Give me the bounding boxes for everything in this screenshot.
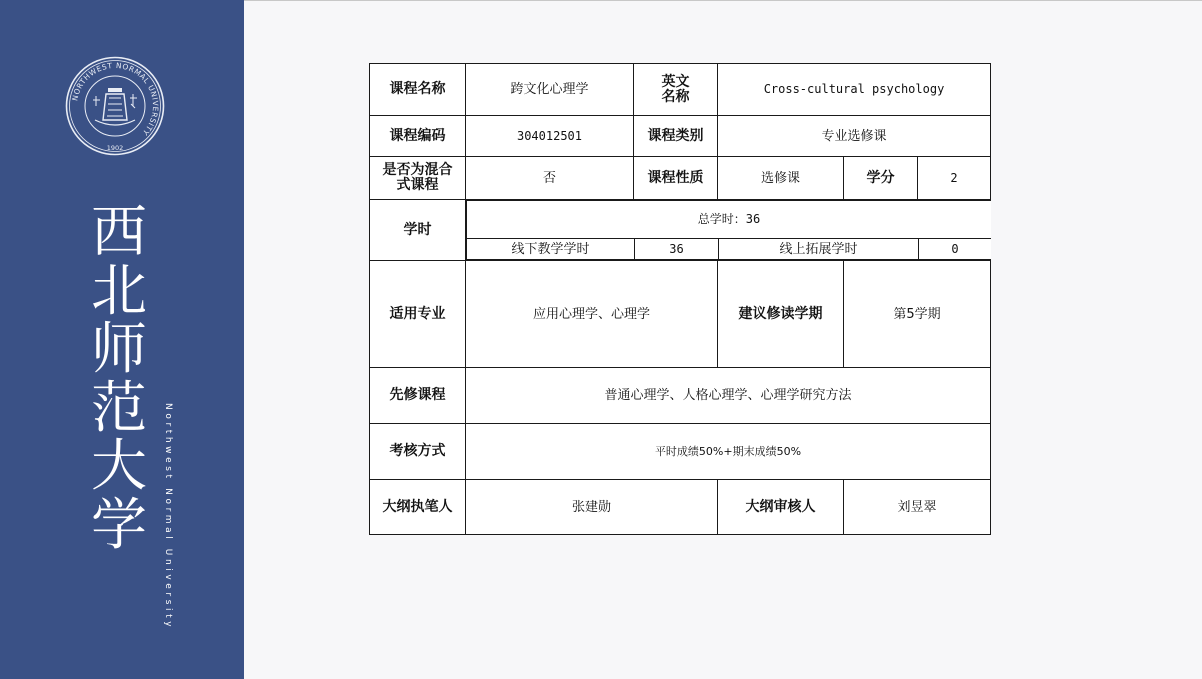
assessment-label: 考核方式: [370, 424, 466, 480]
course-name-value: 跨文化心理学: [466, 64, 634, 116]
offline-hours-value: 36: [635, 239, 719, 260]
table-row: [370, 157, 991, 200]
title-char: 学: [91, 492, 147, 558]
nature-value: 选修课: [718, 157, 844, 200]
title-char: 范: [91, 375, 147, 441]
seal-ring-text: NORTHWEST NORMAL UNIVERSITY: [70, 60, 161, 138]
seal-year: 1902: [106, 144, 124, 152]
table-row: [370, 64, 991, 116]
course-code-label: 课程编码: [370, 116, 466, 157]
university-english-name: Northwest Normal University: [163, 403, 173, 631]
sidebar: [0, 0, 244, 679]
english-name-label: [634, 64, 718, 116]
reviewer-label: 大纲审核人: [718, 480, 844, 535]
university-seal-logo: [65, 56, 165, 156]
top-divider: [244, 0, 1202, 1]
english-name-value: Cross-cultural psychology: [718, 64, 991, 116]
table-row: [370, 480, 991, 535]
title-char: 师: [91, 317, 147, 383]
course-code-value: 304012501: [466, 116, 634, 157]
hybrid-label: [370, 157, 466, 200]
course-category-value: 专业选修课: [718, 116, 991, 157]
title-char: 北: [91, 258, 147, 324]
table-row: [370, 200, 991, 261]
hours-label: 学时: [370, 200, 466, 261]
author-value: 张建勋: [466, 480, 718, 535]
reviewer-value: 刘昱翠: [844, 480, 991, 535]
credit-label: 学分: [844, 157, 918, 200]
table-row: [370, 116, 991, 157]
course-category-label: 课程类别: [634, 116, 718, 157]
hours-subtable-cell: [466, 200, 991, 261]
table-row: [370, 424, 991, 480]
prereq-label: 先修课程: [370, 368, 466, 424]
title-char: 大: [91, 434, 147, 500]
hybrid-value: 否: [466, 157, 634, 200]
course-name-label: 课程名称: [370, 64, 466, 116]
major-value: 应用心理学、心理学: [466, 261, 718, 368]
total-hours: 总学时：36: [467, 201, 991, 239]
hybrid-label-text: 是否为混合式课程: [382, 162, 453, 193]
table-row: [370, 261, 991, 368]
semester-label: 建议修读学期: [718, 261, 844, 368]
credit-value: 2: [918, 157, 991, 200]
university-name-vertical: [86, 200, 152, 558]
offline-hours-label: 线下教学学时: [467, 239, 635, 260]
course-info-table: [369, 63, 991, 535]
semester-value: 第5学期: [844, 261, 991, 368]
prereq-value: 普通心理学、人格心理学、心理学研究方法: [466, 368, 991, 424]
online-hours-label: 线上拓展学时: [719, 239, 919, 260]
online-hours-value: 0: [919, 239, 991, 260]
title-char: 西: [91, 200, 147, 265]
english-name-label-text: 英文名称: [661, 73, 690, 105]
hours-subtable: [466, 200, 991, 260]
nature-label: 课程性质: [634, 157, 718, 200]
assessment-value: 平时成绩50%+期末成绩50%: [466, 424, 991, 480]
major-label: 适用专业: [370, 261, 466, 368]
author-label: 大纲执笔人: [370, 480, 466, 535]
table-row: [370, 368, 991, 424]
